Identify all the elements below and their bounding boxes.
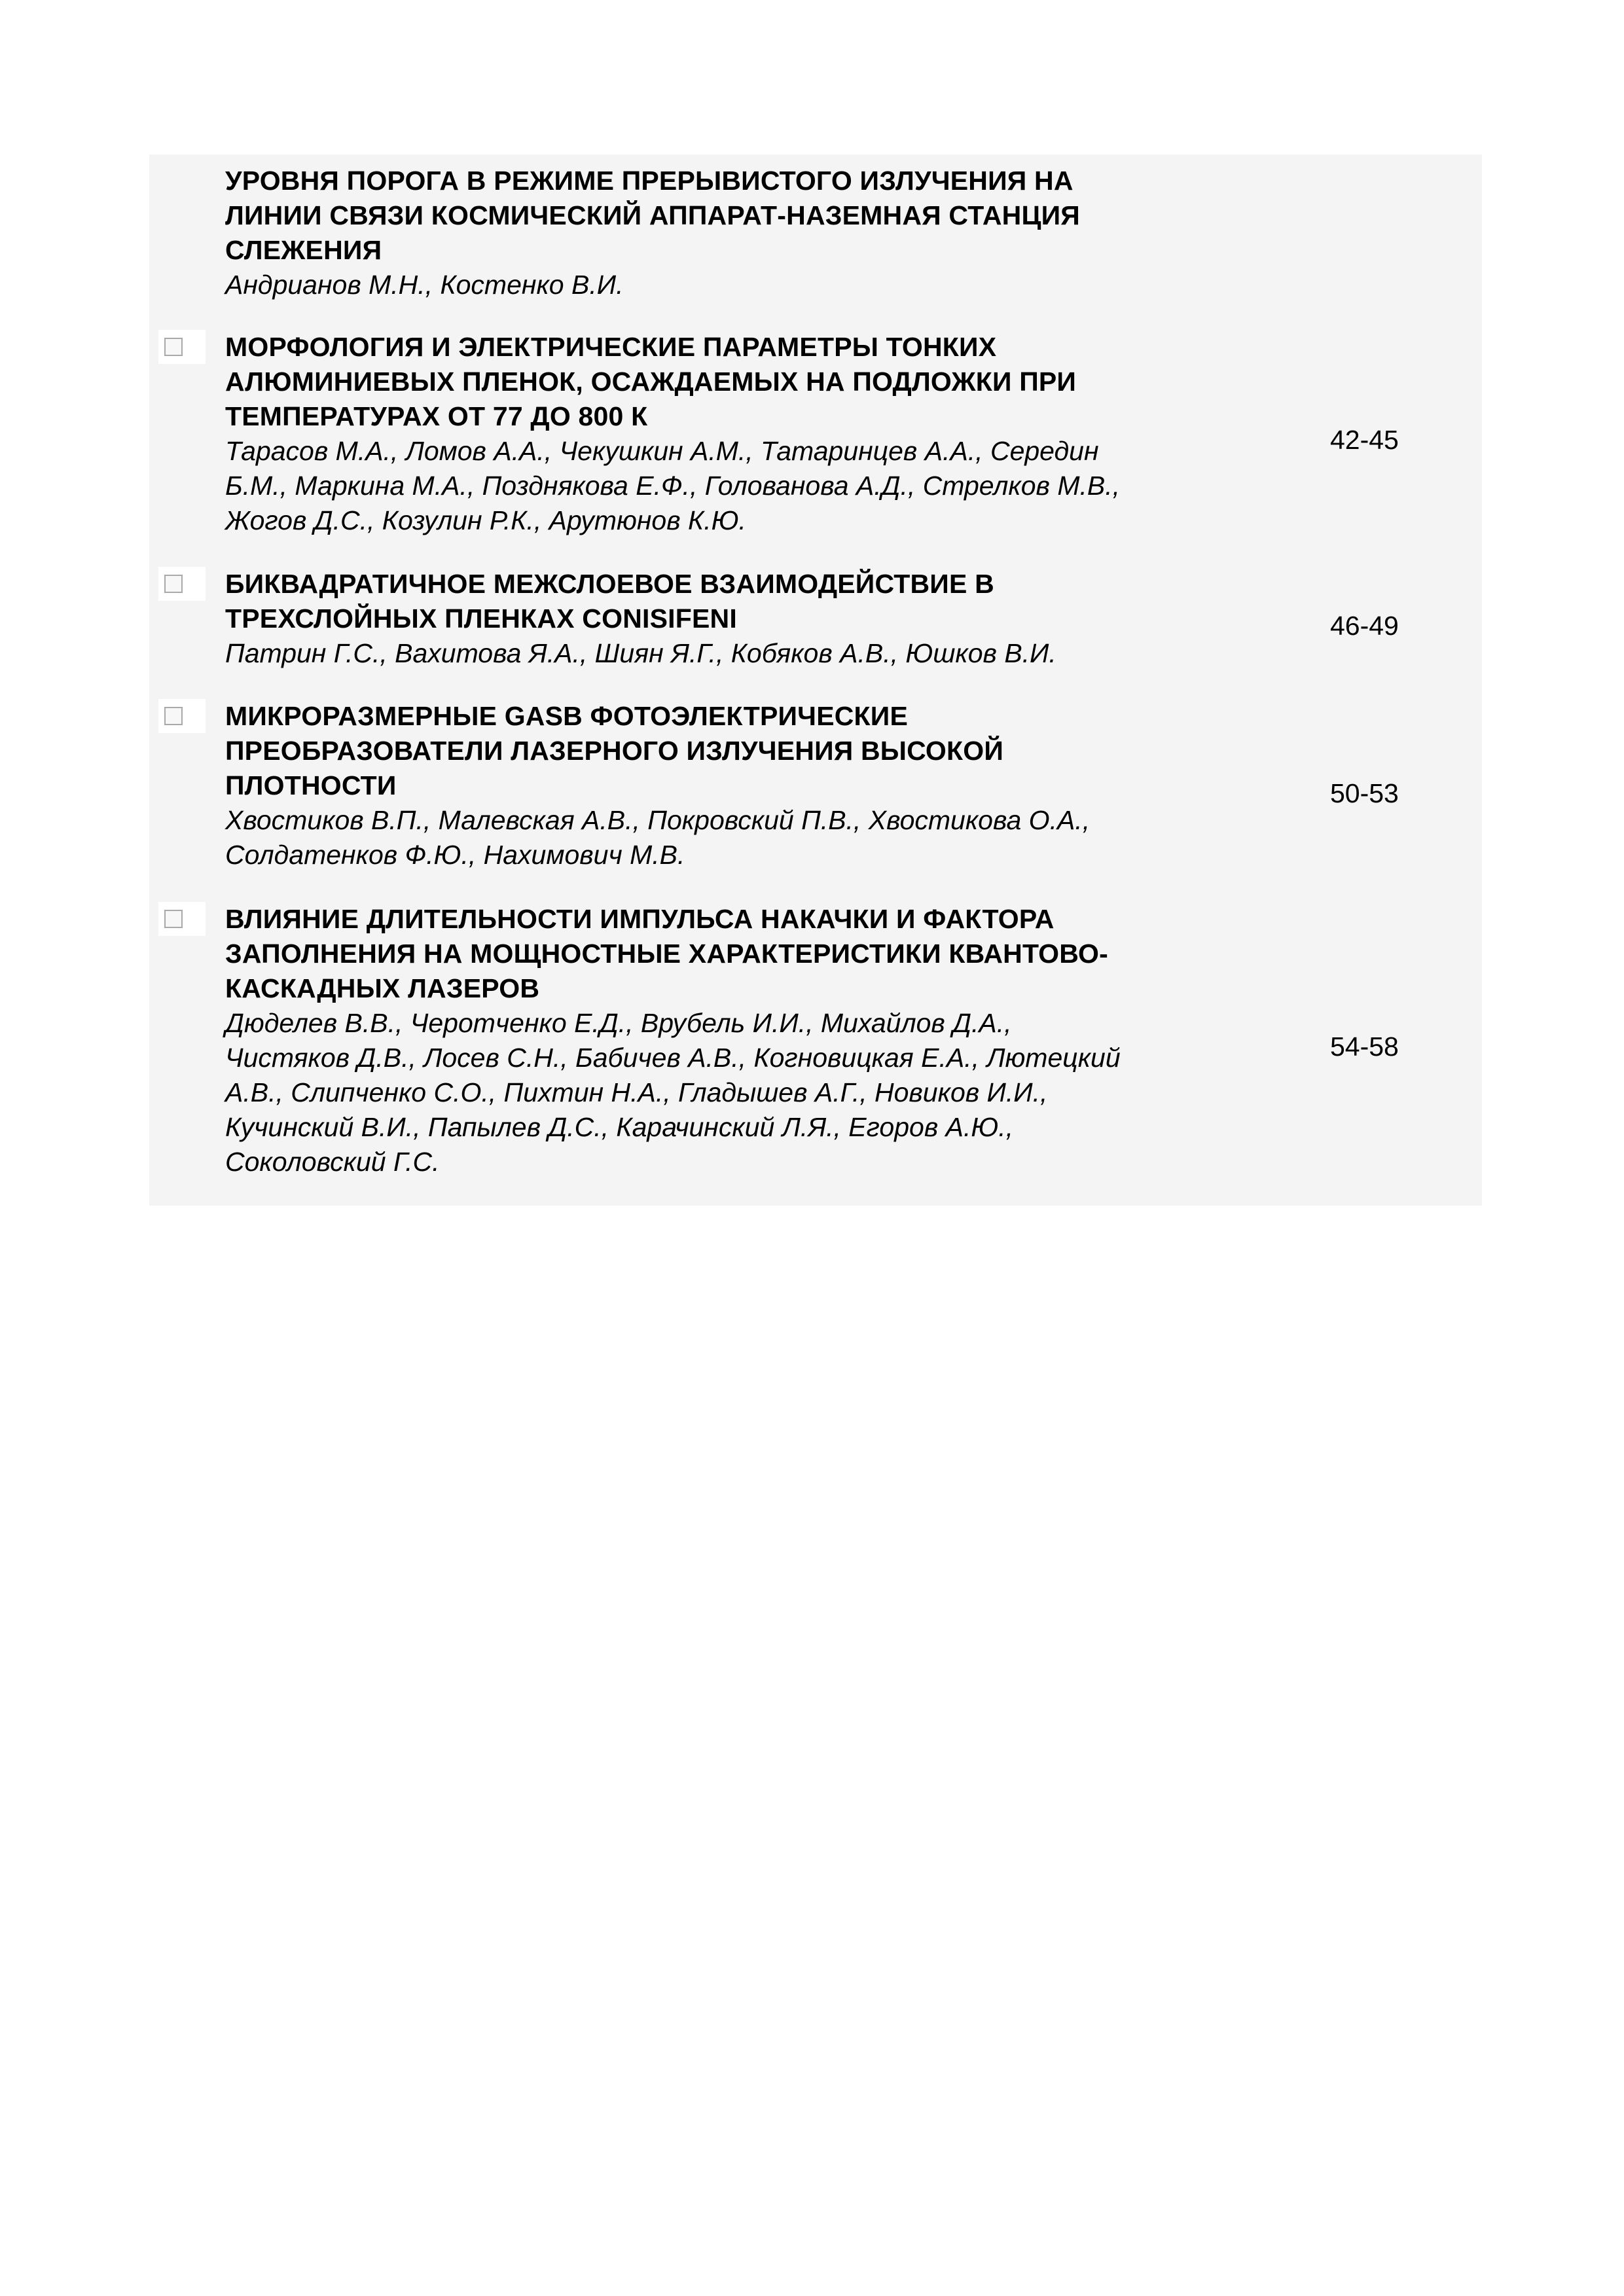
article-authors: Хвостиков В.П., Малевская А.В., Покровский П.В., Хвостикова О.А., Солдатенков Ф.Ю., Нахимович М.В. [225,805,1091,870]
entry-text [225,567,1403,671]
article-authors: Патрин Г.С., Вахитова Я.А., Шиян Я.Г., Кобяков А.В., Юшков В.И. [225,638,1056,668]
article-title[interactable]: УРОВНЯ ПОРОГА В РЕЖИМЕ ПРЕРЫВИСТОГО ИЗЛУЧЕНИЯ НА ЛИНИИ СВЯЗИ КОСМИЧЕСКИЙ АППАРАТ-НАЗЕМНАЯ СТАНЦИЯ СЛЕЖЕНИЯ [225,166,1080,265]
article-authors: Тарасов М.А., Ломов А.А., Чекушкин А.М., Татаринцев А.А., Середин Б.М., Маркина М.А., Позднякова Е.Ф., Голованова А.Д., Стрелков М.В., Жогов Д.С., Козулин Р.К., Арутюнов К.Ю. [225,436,1120,535]
entry-text [225,902,1403,1179]
article-authors: Дюделев В.В., Черотченко Е.Д., Врубель И.И., Михайлов Д.А., Чистяков Д.В., Лосев С.Н., Бабичев А.В., Когновицкая Е.А., Лютецкий А.В., Слипченко С.О., Пихтин Н.А., Гладышев А.Г., Новиков И.И., Кучинский В.И., Папылев Д.С., Карачинский Л.Я., Егоров А.Ю., Соколовский Г.С. [225,1008,1121,1177]
entry-checkbox[interactable] [158,699,206,733]
article-title[interactable]: ВЛИЯНИЕ ДЛИТЕЛЬНОСТИ ИМПУЛЬСА НАКАЧКИ И ФАКТОРА ЗАПОЛНЕНИЯ НА МОЩНОСТНЫЕ ХАРАКТЕРИСТИКИ КВАНТОВО- КАСКАДНЫХ ЛАЗЕРОВ [225,904,1109,1003]
entry-checkbox[interactable] [158,902,206,936]
table-of-contents [149,154,1482,1206]
page-range: 50-53 [1330,778,1399,808]
entry-text [225,164,1403,302]
article-authors: Андрианов М.Н., Костенко В.И. [225,270,624,300]
article-title[interactable]: МИКРОРАЗМЕРНЫЕ GASB ФОТОЭЛЕКТРИЧЕСКИЕ ПРЕОБРАЗОВАТЕЛИ ЛАЗЕРНОГО ИЗЛУЧЕНИЯ ВЫСОКОЙ ПЛОТНОСТИ [225,701,1004,800]
entry-checkbox[interactable] [158,567,206,601]
article-title[interactable]: МОРФОЛОГИЯ И ЭЛЕКТРИЧЕСКИЕ ПАРАМЕТРЫ ТОНКИХ АЛЮМИНИЕВЫХ ПЛЕНОК, ОСАЖДАЕМЫХ НА ПОДЛОЖКИ ПРИ ТЕМПЕРАТУРАХ ОТ 77 ДО 800 К [225,332,1077,431]
entry-checkbox[interactable] [158,330,206,364]
page-range: 46-49 [1330,611,1399,641]
entry-text [225,699,1403,872]
page-range: 54-58 [1330,1031,1399,1062]
entry-text [225,330,1403,538]
page-range: 42-45 [1330,425,1399,455]
article-title[interactable]: БИКВАДРАТИЧНОЕ МЕЖСЛОЕВОЕ ВЗАИМОДЕЙСТВИЕ В ТРЕХСЛОЙНЫХ ПЛЕНКАХ CONISIFENI [225,569,994,634]
